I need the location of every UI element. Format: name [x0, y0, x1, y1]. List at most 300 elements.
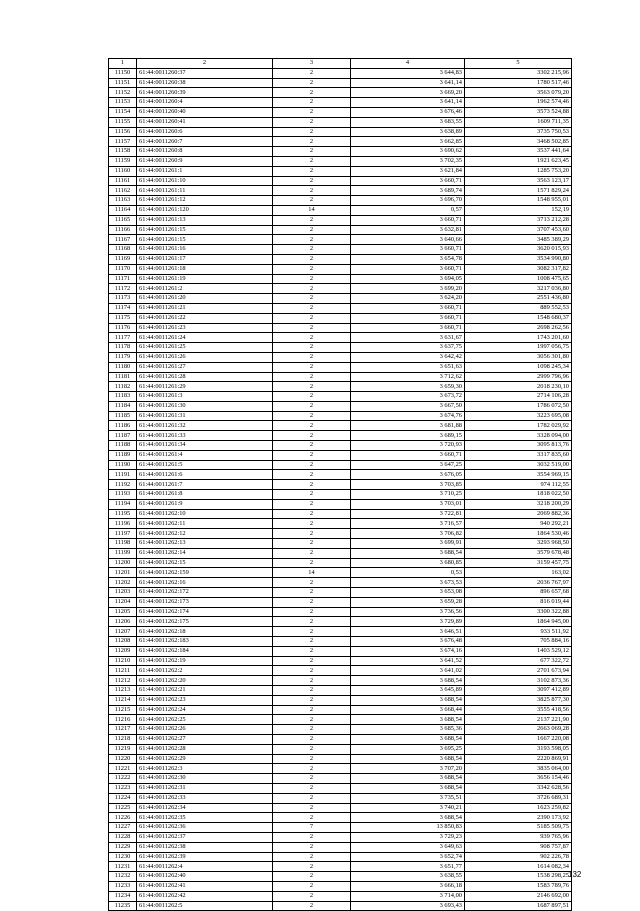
table-cell: 61:44:0011261:18 — [137, 264, 273, 274]
table-cell: 3 688,54 — [351, 695, 465, 705]
table-cell: 11179 — [109, 352, 137, 362]
table-cell: 61:44:0011260:6 — [137, 127, 273, 137]
table-cell: 2 — [273, 666, 351, 676]
table-cell: 11160 — [109, 166, 137, 176]
table-cell: 3 640,66 — [351, 235, 465, 245]
table-cell: 61:44:0011262:14 — [137, 548, 273, 558]
table-cell: 11183 — [109, 392, 137, 402]
table-cell: 2 — [273, 78, 351, 88]
table-cell: 933 511,92 — [465, 627, 572, 637]
table-cell: 3328 094,00 — [465, 431, 572, 441]
table-cell: 2 — [273, 362, 351, 372]
table-cell: 3 676,46 — [351, 107, 465, 117]
table-row — [109, 666, 572, 676]
table-cell: 3 689,15 — [351, 431, 465, 441]
table-cell: 11207 — [109, 627, 137, 637]
table-cell: 61:44:0011261:7 — [137, 480, 273, 490]
table-cell: 2 — [273, 705, 351, 715]
table-cell: 61:44:0011262:20 — [137, 676, 273, 686]
table-cell: 3620 015,93 — [465, 245, 572, 255]
table-cell: 2 — [273, 372, 351, 382]
table-cell: 11219 — [109, 744, 137, 754]
table-row — [109, 490, 572, 500]
table-cell: 3 683,55 — [351, 117, 465, 127]
table-cell: 61:44:0011262:37 — [137, 832, 273, 842]
table-row — [109, 676, 572, 686]
table-cell: 2 — [273, 852, 351, 862]
table-cell: 61:44:0011262:21 — [137, 686, 273, 696]
table-cell: 11186 — [109, 421, 137, 431]
table-cell: 3 660,71 — [351, 323, 465, 333]
table-cell: 11227 — [109, 823, 137, 833]
table-cell: 3 702,35 — [351, 156, 465, 166]
table-cell: 11224 — [109, 793, 137, 803]
table-cell: 11189 — [109, 450, 137, 460]
table-cell: 2 — [273, 392, 351, 402]
table-row — [109, 68, 572, 78]
table-row — [109, 734, 572, 744]
table-row — [109, 539, 572, 549]
table-cell: 3 641,02 — [351, 666, 465, 676]
table-cell: 2 — [273, 725, 351, 735]
table-row — [109, 881, 572, 891]
table-cell: 2 — [273, 245, 351, 255]
table-cell: 11233 — [109, 881, 137, 891]
table-cell: 61:44:0011261:25 — [137, 343, 273, 353]
table-cell: 61:44:0011261:3 — [137, 392, 273, 402]
table-cell: 11215 — [109, 705, 137, 715]
table-cell: 3 706,82 — [351, 529, 465, 539]
table-cell: 61:44:0011261:12 — [137, 196, 273, 206]
table-cell: 2 — [273, 803, 351, 813]
table-cell: 61:44:0011260:40 — [137, 107, 273, 117]
table-row — [109, 774, 572, 784]
table-cell: 61:44:0011261:17 — [137, 254, 273, 264]
table-cell: 2 — [273, 274, 351, 284]
table-cell: 2714 106,28 — [465, 392, 572, 402]
table-cell: 1583 789,76 — [465, 881, 572, 891]
table-cell: 2 — [273, 597, 351, 607]
table-cell: 61:44:0011262:24 — [137, 705, 273, 715]
table-cell: 61:44:0011261:30 — [137, 401, 273, 411]
table-row — [109, 78, 572, 88]
table-cell: 61:44:0011262:13 — [137, 539, 273, 549]
table-cell: 61:44:0011261:20 — [137, 294, 273, 304]
table-cell: 2 — [273, 539, 351, 549]
table-cell: 3713 212,28 — [465, 215, 572, 225]
table-cell: 61:44:0011261:15 — [137, 225, 273, 235]
table-cell: 3573 524,88 — [465, 107, 572, 117]
table-cell: 3 740,21 — [351, 803, 465, 813]
table-cell: 5185 509,75 — [465, 823, 572, 833]
table-row — [109, 401, 572, 411]
table-cell: 61:44:0011260:38 — [137, 78, 273, 88]
table-cell: 11217 — [109, 725, 137, 735]
table-cell: 11177 — [109, 333, 137, 343]
table-cell: 11208 — [109, 637, 137, 647]
table-cell: 1667 220,08 — [465, 734, 572, 744]
table-cell: 2 — [273, 509, 351, 519]
table-cell: 2663 069,28 — [465, 725, 572, 735]
table-cell: 61:44:0011262:12 — [137, 529, 273, 539]
table-cell: 3095 813,76 — [465, 441, 572, 451]
table-row — [109, 421, 572, 431]
table-cell: 11162 — [109, 186, 137, 196]
table-cell: 2 — [273, 450, 351, 460]
table-row — [109, 176, 572, 186]
table-row — [109, 862, 572, 872]
table-row — [109, 872, 572, 882]
table-cell: 61:44:0011262:19 — [137, 656, 273, 666]
table-cell: 61:44:0011261:13 — [137, 215, 273, 225]
table-cell: 2551 436,80 — [465, 294, 572, 304]
table-cell: 1997 056,75 — [465, 343, 572, 353]
table-cell: 61:44:0011260:9 — [137, 156, 273, 166]
table-cell: 11165 — [109, 215, 137, 225]
table-cell: 3825 877,30 — [465, 695, 572, 705]
table-cell: 2 — [273, 235, 351, 245]
table-cell: 3 645,89 — [351, 686, 465, 696]
table-cell: 11235 — [109, 901, 137, 911]
table-cell: 11194 — [109, 499, 137, 509]
table-cell: 3 695,25 — [351, 744, 465, 754]
table-cell: 3735 750,53 — [465, 127, 572, 137]
table-cell: 2 — [273, 832, 351, 842]
table-cell: 61:44:0011262:173 — [137, 597, 273, 607]
table-cell: 2 — [273, 754, 351, 764]
table-cell: 61:44:0011260:4 — [137, 98, 273, 108]
table-cell: 61:44:0011261:29 — [137, 382, 273, 392]
table-row — [109, 225, 572, 235]
table-row — [109, 764, 572, 774]
table-cell: 0,53 — [351, 568, 465, 578]
table-cell: 61:44:0011262:40 — [137, 872, 273, 882]
table-cell: 11151 — [109, 78, 137, 88]
table-cell: 3302 215,96 — [465, 68, 572, 78]
table-row — [109, 215, 572, 225]
table-cell: 61:44:0011261:31 — [137, 411, 273, 421]
table-cell: 2137 221,90 — [465, 715, 572, 725]
table-cell: 13 850,83 — [351, 823, 465, 833]
table-cell: 3563 079,20 — [465, 88, 572, 98]
table-cell: 3 631,67 — [351, 333, 465, 343]
table-cell: 939 765,96 — [465, 832, 572, 842]
table-cell: 3 673,53 — [351, 578, 465, 588]
table-cell: 61:44:0011261:11 — [137, 186, 273, 196]
table-cell: 3 649,63 — [351, 842, 465, 852]
table-cell: 3 735,51 — [351, 793, 465, 803]
table-body — [109, 68, 572, 911]
table-cell: 11229 — [109, 842, 137, 852]
table-row — [109, 313, 572, 323]
table-cell: 11192 — [109, 480, 137, 490]
table-cell: 2 — [273, 127, 351, 137]
table-cell: 11230 — [109, 852, 137, 862]
table-cell: 2 — [273, 813, 351, 823]
table-row — [109, 137, 572, 147]
table-cell: 2 — [273, 68, 351, 78]
table-cell: 2 — [273, 431, 351, 441]
table-cell: 11181 — [109, 372, 137, 382]
table-row — [109, 607, 572, 617]
table-row — [109, 411, 572, 421]
table-row — [109, 117, 572, 127]
table-row — [109, 480, 572, 490]
table-cell: 2 — [273, 117, 351, 127]
table-row — [109, 186, 572, 196]
table-cell: 2 — [273, 382, 351, 392]
table-cell: 152,19 — [465, 205, 572, 215]
table-row — [109, 323, 572, 333]
table-cell: 3 685,36 — [351, 725, 465, 735]
table-cell: 3032 519,00 — [465, 460, 572, 470]
table-cell: 677 322,72 — [465, 656, 572, 666]
table-cell: 61:44:0011260:41 — [137, 117, 273, 127]
table-row — [109, 705, 572, 715]
table-row — [109, 568, 572, 578]
table-cell: 2 — [273, 686, 351, 696]
table-cell: 3 703,01 — [351, 499, 465, 509]
table-row — [109, 617, 572, 627]
table-cell: 2 — [273, 744, 351, 754]
table-cell: 3 641,14 — [351, 98, 465, 108]
table-cell: 2 — [273, 166, 351, 176]
table-cell: 2 — [273, 460, 351, 470]
table-row — [109, 441, 572, 451]
table-cell: 11158 — [109, 147, 137, 157]
table-cell: 3 642,42 — [351, 352, 465, 362]
table-cell: 3 637,75 — [351, 343, 465, 353]
table-row — [109, 627, 572, 637]
table-cell: 2 — [273, 254, 351, 264]
table-cell: 2 — [273, 637, 351, 647]
table-row — [109, 450, 572, 460]
table-cell: 3 673,72 — [351, 392, 465, 402]
table-cell: 14 — [273, 568, 351, 578]
table-row — [109, 245, 572, 255]
table-row — [109, 372, 572, 382]
table-cell: 3 660,71 — [351, 245, 465, 255]
table-cell: 2 — [273, 470, 351, 480]
table-cell: 3 688,54 — [351, 734, 465, 744]
table-row — [109, 744, 572, 754]
table-cell: 11163 — [109, 196, 137, 206]
table-cell: 61:44:0011261:120 — [137, 205, 273, 215]
table-cell: 11193 — [109, 490, 137, 500]
table-cell: 3 638,55 — [351, 872, 465, 882]
table-cell: 2 — [273, 401, 351, 411]
table-cell: 11212 — [109, 676, 137, 686]
table-cell: 2 — [273, 578, 351, 588]
table-cell: 61:44:0011262:23 — [137, 695, 273, 705]
table-cell: 3 651,63 — [351, 362, 465, 372]
table-row — [109, 431, 572, 441]
table-cell: 11198 — [109, 539, 137, 549]
table-cell: 2 — [273, 617, 351, 627]
table-cell: 11180 — [109, 362, 137, 372]
table-cell: 11223 — [109, 783, 137, 793]
table-cell: 1285 753,20 — [465, 166, 572, 176]
table-cell: 11226 — [109, 813, 137, 823]
table-cell: 1538 298,25 — [465, 872, 572, 882]
table-cell: 1864 945,00 — [465, 617, 572, 627]
table-cell: 3 660,71 — [351, 313, 465, 323]
table-cell: 11164 — [109, 205, 137, 215]
table-cell: 61:44:0011262:34 — [137, 803, 273, 813]
table-cell: 11167 — [109, 235, 137, 245]
table-cell: 3 646,51 — [351, 627, 465, 637]
table-cell: 61:44:0011261:2 — [137, 284, 273, 294]
table-row — [109, 754, 572, 764]
table-cell: 2 — [273, 499, 351, 509]
table-cell: 61:44:0011262:26 — [137, 725, 273, 735]
table-cell: 902 226,78 — [465, 852, 572, 862]
table-cell: 3097 412,89 — [465, 686, 572, 696]
table-cell: 61:44:0011260:37 — [137, 68, 273, 78]
table-cell: 2 — [273, 441, 351, 451]
table-cell: 11218 — [109, 734, 137, 744]
table-cell: 11200 — [109, 558, 137, 568]
table-cell: 61:44:0011261:23 — [137, 323, 273, 333]
table-cell: 61:44:0011262:5 — [137, 901, 273, 911]
table-cell: 61:44:0011262:27 — [137, 734, 273, 744]
table-cell: 3 674,76 — [351, 411, 465, 421]
table-cell: 11205 — [109, 607, 137, 617]
table-cell: 1864 530,46 — [465, 529, 572, 539]
table-cell: 3563 123,17 — [465, 176, 572, 186]
table-cell: 2 — [273, 519, 351, 529]
table-cell: 11188 — [109, 441, 137, 451]
table-cell: 3 641,52 — [351, 656, 465, 666]
table-cell: 2 — [273, 225, 351, 235]
table-cell: 2 — [273, 88, 351, 98]
table-cell: 11171 — [109, 274, 137, 284]
table-cell: 61:44:0011262:38 — [137, 842, 273, 852]
table-cell: 61:44:0011261:9 — [137, 499, 273, 509]
table-cell: 3 710,25 — [351, 490, 465, 500]
table-cell: 3 653,08 — [351, 588, 465, 598]
table-cell: 2 — [273, 421, 351, 431]
table-row — [109, 343, 572, 353]
table-cell: 2 — [273, 411, 351, 421]
table-row — [109, 725, 572, 735]
table-cell: 2 — [273, 656, 351, 666]
column-header: 1 — [109, 59, 137, 69]
table-row — [109, 578, 572, 588]
table-cell: 61:44:0011261:15 — [137, 235, 273, 245]
table-cell: 11172 — [109, 284, 137, 294]
table-cell: 2 — [273, 783, 351, 793]
table-row — [109, 793, 572, 803]
table-cell: 2 — [273, 264, 351, 274]
table-cell: 3 621,84 — [351, 166, 465, 176]
table-cell: 11154 — [109, 107, 137, 117]
table-cell: 2 — [273, 891, 351, 901]
table-cell: 11187 — [109, 431, 137, 441]
table-cell: 11209 — [109, 646, 137, 656]
table-row — [109, 382, 572, 392]
table-cell: 7 — [273, 823, 351, 833]
table-cell: 3 703,85 — [351, 480, 465, 490]
table-cell: 2 — [273, 862, 351, 872]
table-cell: 2 — [273, 313, 351, 323]
table-cell: 3 707,20 — [351, 764, 465, 774]
table-cell: 3 660,71 — [351, 450, 465, 460]
table-row — [109, 107, 572, 117]
table-cell: 11202 — [109, 578, 137, 588]
table-row — [109, 637, 572, 647]
table-cell: 2 — [273, 676, 351, 686]
table-cell: 11182 — [109, 382, 137, 392]
table-cell: 3 696,70 — [351, 196, 465, 206]
table-cell: 11234 — [109, 891, 137, 901]
table-cell: 3 688,54 — [351, 813, 465, 823]
table-cell: 61:44:0011262:16 — [137, 578, 273, 588]
table-cell: 11199 — [109, 548, 137, 558]
table-cell: 61:44:0011262:172 — [137, 588, 273, 598]
table-cell: 3 641,14 — [351, 78, 465, 88]
column-header: 4 — [351, 59, 465, 69]
table-cell: 3102 873,36 — [465, 676, 572, 686]
table-cell: 3 659,30 — [351, 382, 465, 392]
table-cell: 61:44:0011260:7 — [137, 137, 273, 147]
table-cell: 61:44:0011261:19 — [137, 274, 273, 284]
table-cell: 11214 — [109, 695, 137, 705]
table-row — [109, 166, 572, 176]
table-cell: 3 694,05 — [351, 274, 465, 284]
table-cell: 61:44:0011262:175 — [137, 617, 273, 627]
table-cell: 2 — [273, 284, 351, 294]
table-cell: 3223 695,08 — [465, 411, 572, 421]
table-cell: 896 657,68 — [465, 588, 572, 598]
table-cell: 1623 259,82 — [465, 803, 572, 813]
table-cell: 3656 154,46 — [465, 774, 572, 784]
table-cell: 2 — [273, 176, 351, 186]
table-cell: 61:44:0011262:184 — [137, 646, 273, 656]
table-cell: 3534 990,80 — [465, 254, 572, 264]
table-row — [109, 597, 572, 607]
table-cell: 11157 — [109, 137, 137, 147]
table-row — [109, 254, 572, 264]
table-row — [109, 891, 572, 901]
table-cell: 1008 475,65 — [465, 274, 572, 284]
table-cell: 3 660,71 — [351, 303, 465, 313]
table-cell: 61:44:0011260:8 — [137, 147, 273, 157]
table-row — [109, 499, 572, 509]
table-cell: 1921 623,45 — [465, 156, 572, 166]
table-row — [109, 284, 572, 294]
table-cell: 1098 245,34 — [465, 362, 572, 372]
table-row — [109, 303, 572, 313]
table-cell: 3 676,05 — [351, 470, 465, 480]
table-cell: 3 722,81 — [351, 509, 465, 519]
table-cell: 3 729,89 — [351, 617, 465, 627]
table-row — [109, 832, 572, 842]
table-header-row — [109, 59, 572, 69]
table-cell: 11184 — [109, 401, 137, 411]
table-cell: 3217 036,80 — [465, 284, 572, 294]
table-cell: 11166 — [109, 225, 137, 235]
table-cell: 61:44:0011262:35 — [137, 813, 273, 823]
table-cell: 2018 230,10 — [465, 382, 572, 392]
table-row — [109, 98, 572, 108]
table-row — [109, 852, 572, 862]
table-cell: 61:44:0011261:6 — [137, 470, 273, 480]
table-cell: 2 — [273, 343, 351, 353]
table-row — [109, 519, 572, 529]
table-cell: 61:44:0011262:174 — [137, 607, 273, 617]
table-cell: 3726 689,31 — [465, 793, 572, 803]
